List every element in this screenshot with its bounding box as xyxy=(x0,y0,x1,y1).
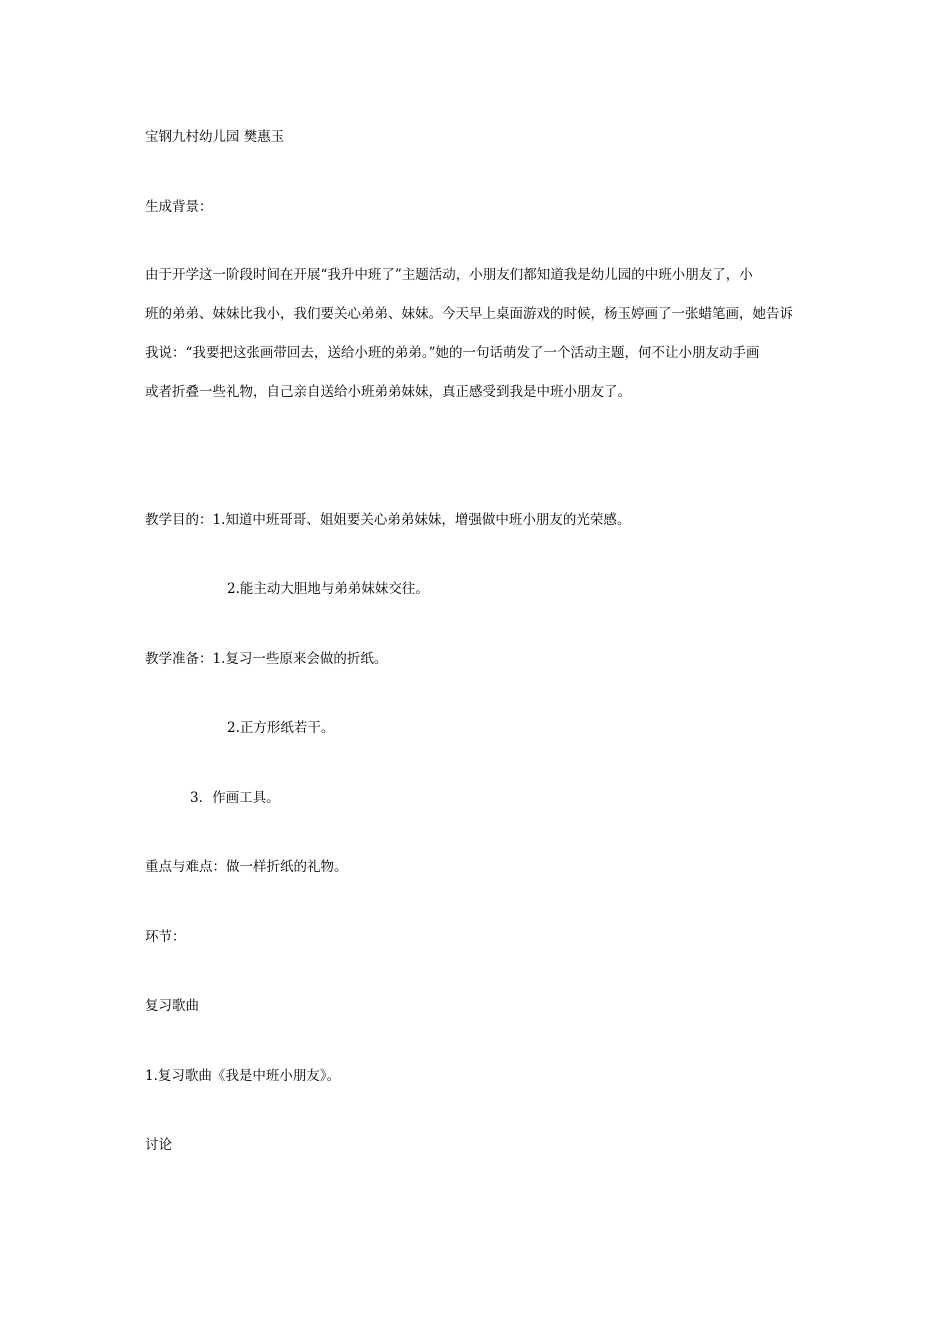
background-line-2: 班的弟弟、妹妹比我小，我们要关心弟弟、妹妹。今天早上桌面游戏的时候，杨玉婷画了一张蜡笔画，她告诉 xyxy=(145,306,793,322)
preparation-line-1 xyxy=(145,649,387,669)
goals-item-1: 1.知道中班哥哥、姐姐要关心弟弟妹妹，增强做中班小朋友的光荣感。 xyxy=(212,512,631,528)
goals-line-1 xyxy=(145,510,630,530)
background-paragraph xyxy=(145,256,813,412)
preparation-item-2: 2.正方形纸若干。 xyxy=(227,720,335,736)
goals-item-2: 2.能主动大胆地与弟弟妹妹交往。 xyxy=(227,581,429,597)
key-points: 重点与难点：做一样折纸的礼物。 xyxy=(145,859,348,875)
background-heading: 生成背景： xyxy=(145,199,213,215)
steps-heading: 环节： xyxy=(145,929,186,945)
author-line: 宝钢九村幼儿园 樊惠玉 xyxy=(145,129,285,145)
background-line-3: 我说：“我要把这张画带回去，送给小班的弟弟。”她的一句话萌发了一个活动主题，何不让小朋友动手画 xyxy=(145,345,760,361)
preparation-item-1: 1.复习一些原来会做的折纸。 xyxy=(212,651,388,667)
goals-label: 教学目的： xyxy=(145,512,213,528)
section-discuss-heading: 讨论 xyxy=(145,1137,172,1153)
review-item-1: 1.复习歌曲《我是中班小朋友》。 xyxy=(145,1068,341,1084)
preparation-label: 教学准备： xyxy=(145,651,213,667)
background-line-1: 由于开学这一阶段时间在开展“我升中班了”主题活动，小朋友们都知道我是幼儿园的中班小朋友了，小 xyxy=(145,267,753,283)
preparation-item-3: 3．作画工具。 xyxy=(190,790,280,806)
section-review-heading: 复习歌曲 xyxy=(145,998,199,1014)
background-line-4: 或者折叠一些礼物，自己亲自送给小班弟弟妹妹，真正感受到我是中班小朋友了。 xyxy=(145,384,631,400)
